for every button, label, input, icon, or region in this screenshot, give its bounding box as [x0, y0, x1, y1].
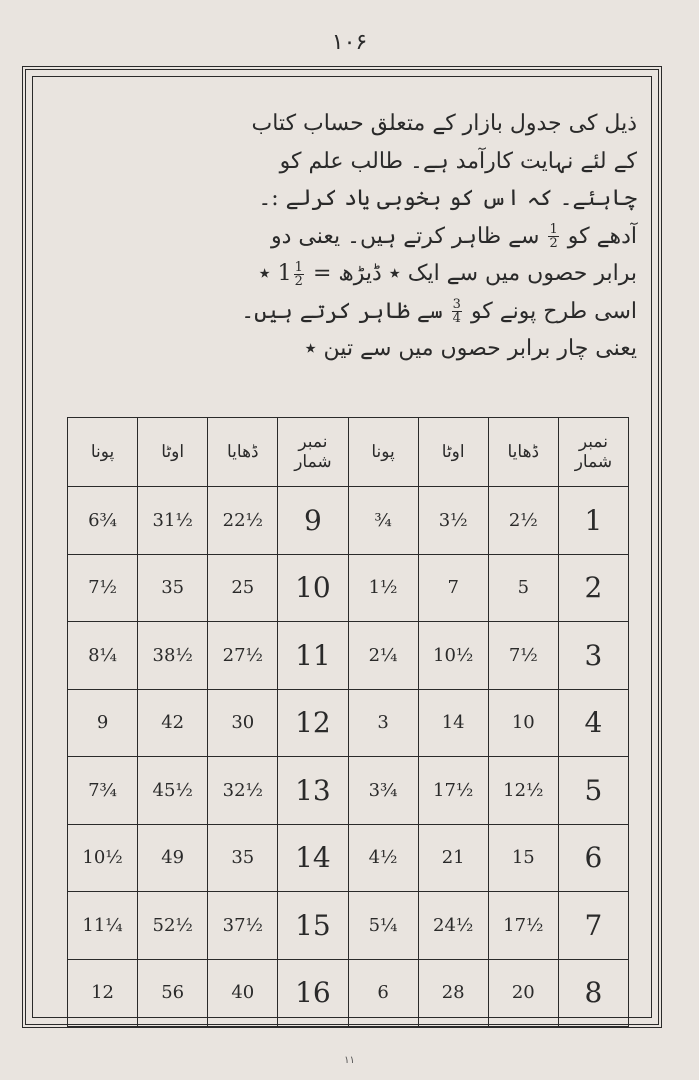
table-cell: 49: [138, 824, 208, 892]
header-cell: پونا: [348, 418, 418, 487]
table-row: [68, 554, 629, 622]
intro-line-7: یعنی چار برابر حصوں میں سے تین ٭: [304, 336, 637, 361]
intro-line-1: ذیل کی جدول بازار کے متعلق حساب کتاب: [251, 111, 637, 136]
table-cell: 8¼: [68, 622, 138, 690]
table-cell: ¾: [348, 487, 418, 555]
table-cell: 37½: [208, 892, 278, 960]
table-cell: 30: [208, 689, 278, 757]
table-row: [68, 959, 629, 1027]
table-cell: 12: [68, 959, 138, 1027]
intro-line-4: [47, 218, 637, 256]
table-cell: 14: [418, 689, 488, 757]
fraction-denominator: 4: [452, 311, 461, 326]
header-cell: اوٹا: [138, 418, 208, 487]
table-row: [68, 892, 629, 960]
table-cell: 38½: [138, 622, 208, 690]
intro-line-4-end: سے ظاہر کرتے ہیں۔ یعنی دو: [271, 223, 540, 249]
table-cell: 2½: [488, 487, 558, 555]
multiplication-table: [67, 417, 629, 1027]
fraction-denominator: 2: [294, 273, 303, 289]
table-cell: 6: [348, 959, 418, 1027]
intro-line-5: [47, 255, 637, 293]
fraction-denominator: 2: [549, 236, 558, 251]
table-cell: 12½: [488, 757, 558, 825]
header-cell: اوٹا: [418, 418, 488, 487]
table-cell: 35: [208, 824, 278, 892]
table-cell: 7½: [488, 622, 558, 690]
table-cell: 10½: [418, 622, 488, 690]
table-cell: 28: [418, 959, 488, 1027]
table-cell: 3½: [418, 487, 488, 555]
table-cell: 7½: [68, 554, 138, 622]
table-cell: 7: [418, 554, 488, 622]
table-row: [68, 487, 629, 555]
header-cell: پونا: [68, 418, 138, 487]
header-cell: نمبر شمار: [558, 418, 628, 487]
table-cell: 45½: [138, 757, 208, 825]
intro-line-6-start: اسی طرح پونے کو: [470, 298, 637, 324]
header-cell: نمبر شمار: [278, 418, 348, 487]
table-cell: 1½: [348, 554, 418, 622]
intro-line-4-start: آدھے کو: [567, 223, 637, 249]
table-cell: 42: [138, 689, 208, 757]
table-cell: 11: [278, 622, 348, 690]
table-cell: 7¾: [68, 757, 138, 825]
table-cell: 6¾: [68, 487, 138, 555]
intro-line-2: کے لئے نہایت کارآمد ہے۔ طالب علم کو: [279, 148, 637, 174]
table-cell: 6: [558, 824, 628, 892]
table-cell: 16: [278, 959, 348, 1027]
table-cell: 17½: [418, 757, 488, 825]
table-row: [68, 689, 629, 757]
table-row: [68, 622, 629, 690]
page-number: ۱۰۶: [331, 30, 368, 55]
table-cell: 5¼: [348, 892, 418, 960]
intro-line-5-end: ٭: [258, 261, 271, 286]
table-cell: 24½: [418, 892, 488, 960]
table-cell: 10: [278, 554, 348, 622]
table-cell: 3¾: [348, 757, 418, 825]
table-cell: 31½: [138, 487, 208, 555]
table-cell: 22½: [208, 487, 278, 555]
inner-border: [32, 76, 652, 1018]
intro-line-3: چاہئے۔ کہ اس کو بخوبی یاد کرلے :۔: [258, 186, 637, 211]
table-cell: 2¼: [348, 622, 418, 690]
table-cell: 35: [138, 554, 208, 622]
table-cell: 10½: [68, 824, 138, 892]
table-cell: 13: [278, 757, 348, 825]
table-cell: 3: [348, 689, 418, 757]
table-cell: 20: [488, 959, 558, 1027]
table-cell: 4½: [348, 824, 418, 892]
table-row: [68, 824, 629, 892]
table-cell: 1: [558, 487, 628, 555]
table-cell: 2: [558, 554, 628, 622]
fraction-numerator: 1: [294, 259, 303, 275]
table-cell: 12: [278, 689, 348, 757]
table-cell: 10: [488, 689, 558, 757]
table-cell: 21: [418, 824, 488, 892]
fraction-one-and-half: [277, 259, 306, 289]
table-cell: 52½: [138, 892, 208, 960]
fraction-part: [294, 261, 304, 288]
table-cell: 5: [488, 554, 558, 622]
table-cell: 9: [68, 689, 138, 757]
table-cell: 27½: [208, 622, 278, 690]
table-cell: 9: [278, 487, 348, 555]
table-cell: 4: [558, 689, 628, 757]
fraction-half: [548, 223, 558, 250]
table-cell: 56: [138, 959, 208, 1027]
table-cell: 7: [558, 892, 628, 960]
fraction-numerator: 1: [549, 222, 558, 237]
table-cell: 15: [278, 892, 348, 960]
intro-line-6-end: سے ظاہر کرتے ہیں۔: [241, 298, 443, 324]
intro-line-6: [47, 293, 637, 331]
header-cell: ڈھایا: [488, 418, 558, 487]
page-frame: [22, 66, 662, 1028]
footer-mark: ۱۱: [344, 1055, 355, 1066]
table-cell: 14: [278, 824, 348, 892]
intro-line-5-start: برابر حصوں میں سے ایک ٭ ڈیڑھ =: [312, 261, 637, 286]
table-header-row: [68, 418, 629, 487]
table-cell: 5: [558, 757, 628, 825]
header-cell: ڈھایا: [208, 418, 278, 487]
table-cell: 25: [208, 554, 278, 622]
table-cell: 40: [208, 959, 278, 1027]
table-cell: 15: [488, 824, 558, 892]
intro-text: [47, 105, 637, 368]
table-row: [68, 757, 629, 825]
table-cell: 3: [558, 622, 628, 690]
table-cell: 17½: [488, 892, 558, 960]
table-cell: 8: [558, 959, 628, 1027]
table-cell: 32½: [208, 757, 278, 825]
table-cell: 11¼: [68, 892, 138, 960]
fraction-three-quarters: [452, 298, 462, 325]
fraction-numerator: 3: [452, 297, 461, 312]
fraction-whole: 1: [277, 261, 292, 286]
